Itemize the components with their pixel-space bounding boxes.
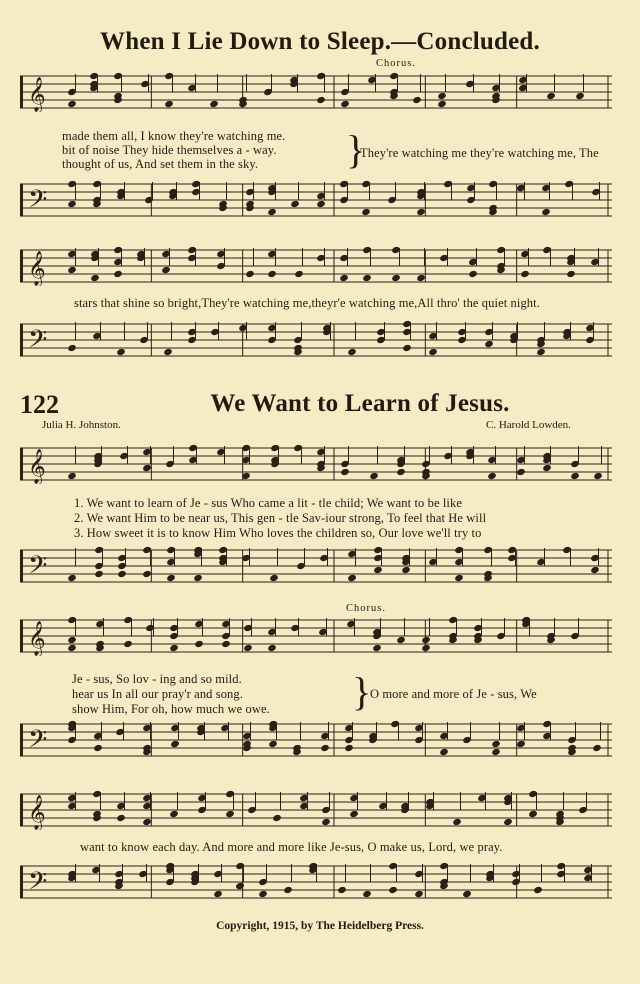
treble-staff [20, 444, 612, 484]
lyric-line: bit of noise They hide themselves a - way. [62, 143, 277, 157]
chorus-lyric: O more and more of Je - sus, We [370, 687, 537, 701]
lyric-line: 1. We want to learn of Je - sus Who came a lit - tle child; We want to be like [74, 496, 462, 510]
chorus-label: Chorus. [346, 603, 386, 614]
lyric-line: show Him, For oh, how much we owe. [72, 702, 270, 716]
treble-staff [20, 790, 612, 830]
clef-icon: 𝄞 [28, 621, 46, 656]
clef-icon: 𝄞 [28, 77, 46, 112]
clef-icon: 𝄢 [28, 725, 48, 760]
lyric-line: thought of us, And set them in the sky. [62, 157, 259, 171]
treble-staff [20, 246, 612, 286]
composer: C. Harold Lowden. [486, 419, 571, 431]
lyric-line: 3. How sweet it is to know Him Who loves the children so, Our love we'll try to [74, 526, 482, 540]
author: Julia H. Johnston. [42, 419, 121, 431]
clef-icon: 𝄞 [28, 795, 46, 830]
hymn-title: We Want to Learn of Jesus. [210, 390, 510, 417]
lyric-line: hear us In all our pray'r and song. [72, 687, 243, 701]
brace: } [346, 127, 366, 172]
bass-staff [20, 546, 612, 586]
lyric-line: stars that shine so bright,They're watching me,theyr'e watching me,All thro' the quiet night. [74, 296, 540, 310]
bass-staff [20, 320, 612, 360]
lyric-line: made them all, I know they're watching me. [62, 129, 286, 143]
lyric-line: Je - sus, So lov - ing and so mild. [72, 672, 242, 686]
lyric-line: want to know each day. And more and more like Je-sus, O make us, Lord, we pray. [80, 840, 503, 854]
bass-staff [20, 180, 612, 220]
clef-icon: 𝄞 [28, 449, 46, 484]
bass-staff [20, 720, 612, 760]
clef-icon: 𝄢 [28, 325, 48, 360]
lyric-line: 2. We want Him to be near us, This gen - tle Sav-iour strong, To feel that He will [74, 511, 487, 525]
hymn-title-concluded: When I Lie Down to Sleep.—Concluded. [100, 28, 540, 55]
copyright-notice: Copyright, 1915, by The Heidelberg Press. [216, 920, 424, 932]
clef-icon: 𝄢 [28, 867, 48, 902]
clef-icon: 𝄞 [28, 251, 46, 286]
clef-icon: 𝄢 [28, 185, 48, 220]
chorus-lyric: They're watching me they're watching me, The [360, 146, 599, 160]
clef-icon: 𝄢 [28, 551, 48, 586]
treble-staff [20, 616, 612, 656]
treble-staff [20, 72, 612, 112]
brace: } [352, 669, 372, 714]
hymn-number: 122 [20, 390, 59, 419]
bass-staff [20, 862, 612, 902]
chorus-label: Chorus. [376, 58, 416, 69]
